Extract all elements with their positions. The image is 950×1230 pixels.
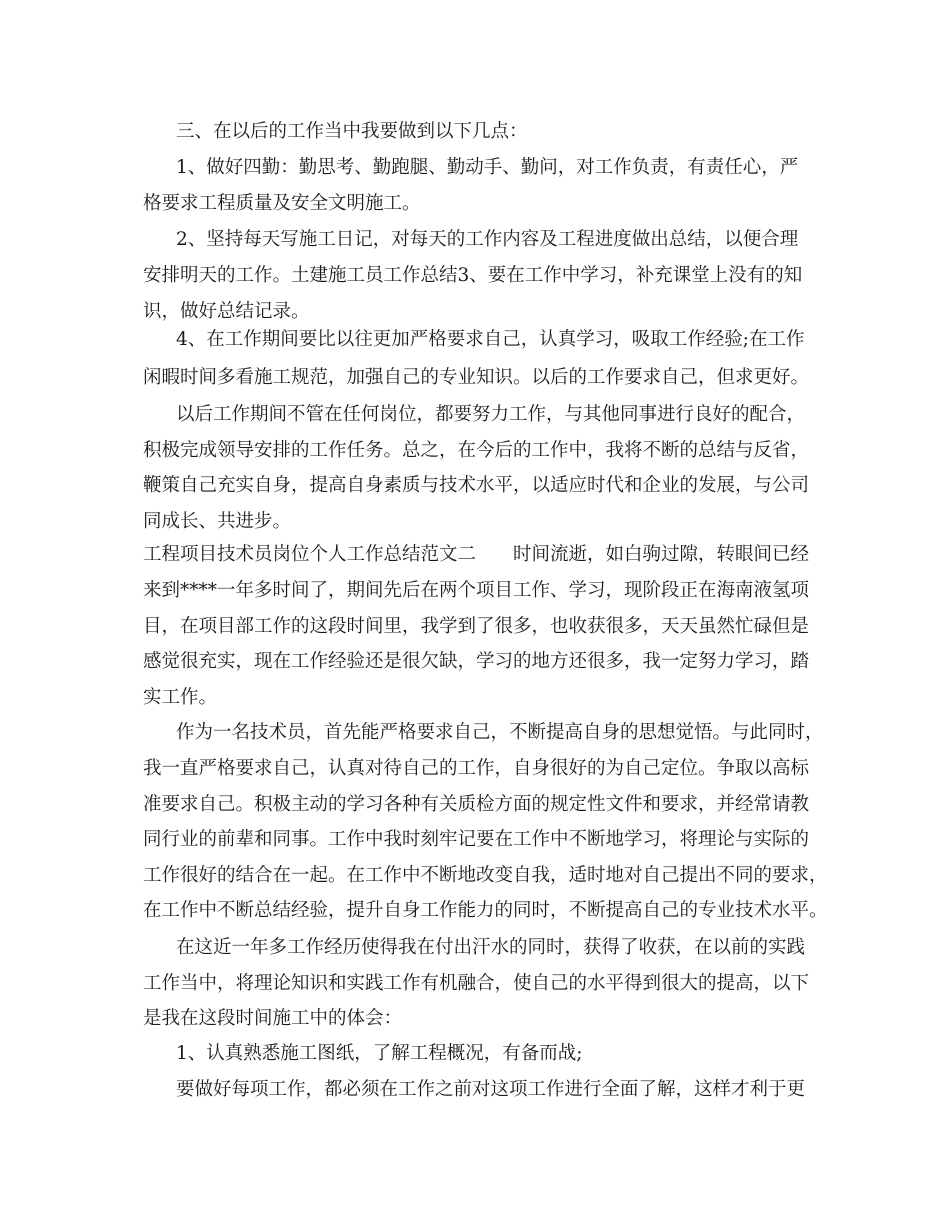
text-line: 闲暇时间多看施工规范，加强自己的专业知识。以后的工作要求自己，但求更好。 xyxy=(143,367,810,388)
text-line: 感觉很充实，现在工作经验还是很欠缺，学习的地方还很多，我一定努力学习，踏 xyxy=(143,651,810,672)
text-line: 同成长、共进步。 xyxy=(143,511,292,532)
text-line: 识，做好总结记录。 xyxy=(143,301,310,322)
text-line: 1、认真熟悉施工图纸，了解工程概况，有备而战; xyxy=(176,1043,583,1064)
text-line: 格要求工程质量及安全文明施工。 xyxy=(143,193,421,214)
text-line: 工程项目技术员岗位个人工作总结范文二 时间流逝，如白驹过隙，转眼间已经 xyxy=(143,544,810,565)
text-line: 安排明天的工作。土建施工员工作总结3、要在工作中学习，补充课堂上没有的知 xyxy=(143,265,803,286)
text-line: 同行业的前辈和同事。工作中我时刻牢记要在工作中不断地学习，将理论与实际的 xyxy=(143,829,810,850)
text-line: 1、做好四勤：勤思考、勤跑腿、勤动手、勤问，对工作负责，有责任心，严 xyxy=(176,157,799,178)
text-line: 准要求自己。积极主动的学习各种有关质检方面的规定性文件和要求，并经常请教 xyxy=(143,794,810,815)
text-line: 工作很好的结合在一起。在工作中不断地改变自我，适时地对自己提出不同的要求， xyxy=(143,865,828,886)
text-line: 鞭策自己充实自身，提高自身素质与技术水平，以适应时代和企业的发展，与公司 xyxy=(143,475,810,496)
text-line: 来到****一年多时间了，期间先后在两个项目工作、学习，现阶段正在海南液氢项 xyxy=(143,580,810,601)
text-line: 三、在以后的工作当中我要做到以下几点： xyxy=(176,121,528,142)
text-line: 4、在工作期间要比以往更加严格要求自己，认真学习，吸取工作经验;在工作 xyxy=(176,329,805,350)
text-line: 积极完成领导安排的工作任务。总之，在今后的工作中，我将不断的总结与反省， xyxy=(143,440,810,461)
text-line: 作为一名技术员，首先能严格要求自己，不断提高自身的思想觉悟。与此同时， xyxy=(176,722,824,743)
text-line: 在工作中不断总结经验，提升自身工作能力的同时，不断提高自己的专业技术水平。 xyxy=(143,900,828,921)
text-line: 目，在项目部工作的这段时间里，我学到了很多，也收获很多，天天虽然忙碌但是 xyxy=(143,616,810,637)
text-line: 实工作。 xyxy=(143,687,218,708)
text-line: 是我在这段时间施工中的体会： xyxy=(143,1008,403,1029)
text-line: 2、坚持每天写施工日记，对每天的工作内容及工程进度做出总结，以便合理 xyxy=(176,229,799,250)
text-line: 在这近一年多工作经历使得我在付出汗水的同时，获得了收获，在以前的实践 xyxy=(176,937,806,958)
text-line: 要做好每项工作，都必须在工作之前对这项工作进行全面了解，这样才利于更 xyxy=(176,1079,806,1100)
text-line: 我一直严格要求自己，认真对待自己的工作，自身很好的为自己定位。争取以高标 xyxy=(143,758,810,779)
text-line: 工作当中，将理论知识和实践工作有机融合，使自己的水平得到很大的提高，以下 xyxy=(143,973,810,994)
text-line: 以后工作期间不管在任何岗位，都要努力工作，与其他同事进行良好的配合， xyxy=(176,404,806,425)
